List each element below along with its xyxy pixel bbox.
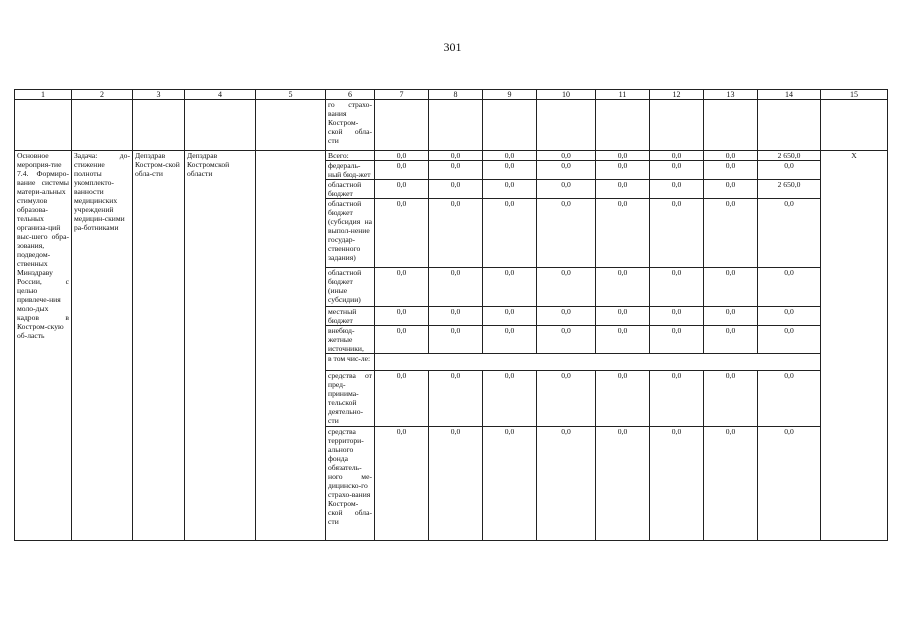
value-cell: 0,0 bbox=[375, 307, 429, 326]
value-cell: 0,0 bbox=[758, 326, 821, 354]
funding-source-cell: средства территори-ального фонда обязатель-ного ме-дицинско-го страхо-вания Костром-ской обла-сти bbox=[326, 427, 375, 541]
value-cell: 0,0 bbox=[537, 427, 596, 541]
value-cell: 0,0 bbox=[704, 180, 758, 199]
column-header: 7 bbox=[375, 90, 429, 100]
value-cell: 0,0 bbox=[758, 427, 821, 541]
table-row bbox=[15, 151, 888, 161]
value-cell: 0,0 bbox=[375, 161, 429, 180]
value-cell: 0,0 bbox=[596, 268, 650, 307]
value-cell: 0,0 bbox=[650, 151, 704, 161]
value-cell: 0,0 bbox=[596, 151, 650, 161]
column-header: 6 bbox=[326, 90, 375, 100]
value-cell: 0,0 bbox=[375, 371, 429, 427]
value-cell: 0,0 bbox=[429, 199, 483, 268]
value-cell: 0,0 bbox=[429, 371, 483, 427]
value-cell: 0,0 bbox=[758, 307, 821, 326]
value-cell: 2 650,0 bbox=[758, 151, 821, 161]
value-cell: 0,0 bbox=[758, 161, 821, 180]
value-cell: 0,0 bbox=[704, 307, 758, 326]
funding-source-cell: местный бюджет bbox=[326, 307, 375, 326]
value-cell: 0,0 bbox=[704, 199, 758, 268]
value-cell: 0,0 bbox=[483, 151, 537, 161]
value-cell: 0,0 bbox=[650, 307, 704, 326]
funding-source-cell: Всего: bbox=[326, 151, 375, 161]
value-cell: 0,0 bbox=[650, 268, 704, 307]
value-cell: 0,0 bbox=[596, 371, 650, 427]
value-cell: 0,0 bbox=[483, 427, 537, 541]
value-cell: 0,0 bbox=[650, 371, 704, 427]
column-header: 4 bbox=[185, 90, 256, 100]
value-cell: 0,0 bbox=[483, 268, 537, 307]
funding-source-cell: федераль-ный бюд-жет bbox=[326, 161, 375, 180]
value-cell: 0,0 bbox=[596, 307, 650, 326]
value-cell: 0,0 bbox=[650, 326, 704, 354]
value-cell: 0,0 bbox=[537, 326, 596, 354]
value-cell: 0,0 bbox=[375, 180, 429, 199]
value-cell: 0,0 bbox=[537, 371, 596, 427]
funding-source-cell: го страхо-вания Костром-ской обла-сти bbox=[326, 100, 375, 151]
column-header: 11 bbox=[596, 90, 650, 100]
empty-span-cell bbox=[375, 354, 821, 371]
value-cell: 0,0 bbox=[483, 371, 537, 427]
value-cell: 0,0 bbox=[483, 161, 537, 180]
column-header: 14 bbox=[758, 90, 821, 100]
value-cell: 0,0 bbox=[375, 151, 429, 161]
value-cell: 0,0 bbox=[483, 180, 537, 199]
value-cell: 0,0 bbox=[429, 307, 483, 326]
page-number: 301 bbox=[443, 40, 462, 54]
value-cell: 0,0 bbox=[704, 326, 758, 354]
value-cell: 0,0 bbox=[596, 199, 650, 268]
value-cell: 0,0 bbox=[537, 268, 596, 307]
value-cell: 0,0 bbox=[537, 161, 596, 180]
value-cell: 0,0 bbox=[596, 427, 650, 541]
activity-name-cell: Основное мероприя-тие 7.4. Формиро-вание системы матери-альных стимулов образова-тельных организа-ций выс-шего обра-зования, подведом-ственных Минздраву России, с целью привлече-ния моло-дых кадров в Костром-скую об-ласть bbox=[15, 151, 72, 541]
column-header: 12 bbox=[650, 90, 704, 100]
column-header: 5 bbox=[256, 90, 326, 100]
value-cell: 0,0 bbox=[537, 199, 596, 268]
column-header: 10 bbox=[537, 90, 596, 100]
value-cell: 0,0 bbox=[537, 151, 596, 161]
value-cell: 0,0 bbox=[758, 371, 821, 427]
value-cell: 0,0 bbox=[483, 199, 537, 268]
value-cell: 0,0 bbox=[650, 161, 704, 180]
value-cell: 0,0 bbox=[704, 151, 758, 161]
funding-source-cell: средства от пред-принима-тельской деятельно-сти bbox=[326, 371, 375, 427]
column-header: 13 bbox=[704, 90, 758, 100]
executor-cell: Депздрав Костром-ской обла-сти bbox=[133, 151, 185, 541]
col5-cell bbox=[256, 151, 326, 541]
funding-source-cell: областной бюджет (иные субсидии) bbox=[326, 268, 375, 307]
value-cell: 0,0 bbox=[537, 180, 596, 199]
column-header: 8 bbox=[429, 90, 483, 100]
col15-cell: X bbox=[821, 151, 888, 541]
value-cell: 0,0 bbox=[429, 427, 483, 541]
value-cell: 0,0 bbox=[650, 427, 704, 541]
column-header: 1 bbox=[15, 90, 72, 100]
value-cell: 0,0 bbox=[483, 326, 537, 354]
budget-table bbox=[14, 89, 888, 541]
value-cell: 0,0 bbox=[429, 180, 483, 199]
value-cell: 0,0 bbox=[704, 161, 758, 180]
value-cell: 2 650,0 bbox=[758, 180, 821, 199]
column-header: 3 bbox=[133, 90, 185, 100]
value-cell: 0,0 bbox=[429, 326, 483, 354]
value-cell: 0,0 bbox=[483, 307, 537, 326]
task-cell: Задача: до-стижение полноты укомплекто-ванности медицинских учреждений медицин-скими ра-ботниками bbox=[72, 151, 133, 541]
funding-source-cell: областной бюджет bbox=[326, 180, 375, 199]
value-cell: 0,0 bbox=[375, 199, 429, 268]
value-cell: 0,0 bbox=[704, 268, 758, 307]
value-cell: 0,0 bbox=[537, 307, 596, 326]
value-cell: 0,0 bbox=[596, 326, 650, 354]
recipient-cell: Депздрав Костромской области bbox=[185, 151, 256, 541]
funding-source-cell: областной бюджет (субсидия на выпол-нение государ-ственного задания) bbox=[326, 199, 375, 268]
column-header: 9 bbox=[483, 90, 537, 100]
value-cell: 0,0 bbox=[758, 268, 821, 307]
value-cell: 0,0 bbox=[429, 268, 483, 307]
value-cell: 0,0 bbox=[375, 427, 429, 541]
column-header: 2 bbox=[72, 90, 133, 100]
value-cell: 0,0 bbox=[650, 199, 704, 268]
funding-source-cell: внебюд-жетные источники, bbox=[326, 326, 375, 354]
value-cell: 0,0 bbox=[375, 268, 429, 307]
column-number-row bbox=[15, 90, 888, 100]
value-cell: 0,0 bbox=[429, 161, 483, 180]
value-cell: 0,0 bbox=[596, 161, 650, 180]
value-cell: 0,0 bbox=[704, 371, 758, 427]
value-cell: 0,0 bbox=[429, 151, 483, 161]
value-cell: 0,0 bbox=[704, 427, 758, 541]
value-cell: 0,0 bbox=[375, 326, 429, 354]
value-cell: 0,0 bbox=[596, 180, 650, 199]
value-cell: 0,0 bbox=[758, 199, 821, 268]
column-header: 15 bbox=[821, 90, 888, 100]
continued-row bbox=[15, 100, 888, 151]
funding-source-cell: в том чис-ле: bbox=[326, 354, 375, 371]
value-cell: 0,0 bbox=[650, 180, 704, 199]
